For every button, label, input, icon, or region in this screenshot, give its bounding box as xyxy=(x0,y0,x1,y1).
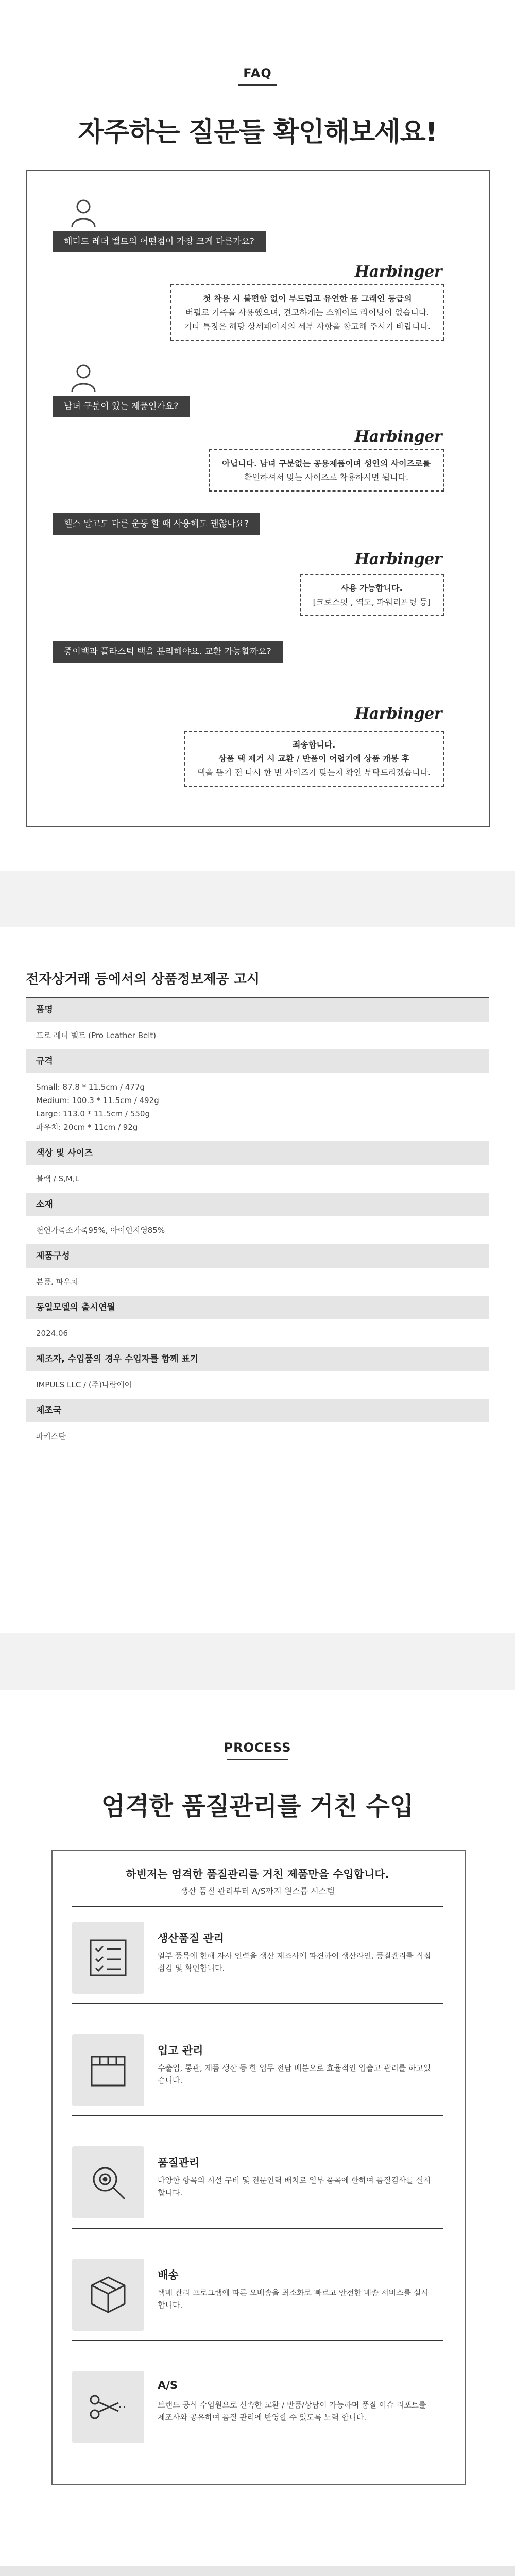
faq-question-2: 남녀 구분이 있는 제품인가요? xyxy=(53,396,190,417)
person-icon xyxy=(68,197,99,228)
faq-answer-line: 사용 가능합니다. xyxy=(340,583,403,593)
icon-tile xyxy=(72,2259,144,2331)
brand-logo: Harbinger xyxy=(354,550,442,568)
section-divider xyxy=(0,1633,515,1690)
section-divider xyxy=(0,871,515,927)
checklist-icon xyxy=(88,1937,129,1978)
product-info-title: 전자상거래 등에서의 상품정보제공 고시 xyxy=(26,972,260,987)
info-value xyxy=(26,1165,489,1193)
faq-label: FAQ xyxy=(243,66,272,80)
faq-answer-line: 상품 택 제거 시 교환 / 반품이 어렵기에 상품 개봉 후 xyxy=(218,754,409,764)
process-step-text: 브랜드 공식 수입원으로 신속한 교환 / 반품/상담이 가능하며 품질 이슈 리포트를 제조사와 공유하여 품질 관리에 반영할 수 있도록 노력 합니다. xyxy=(158,2400,426,2422)
scissors-icon xyxy=(88,2386,129,2428)
faq-answer-line: 택을 뜯기 전 다시 한 번 사이즈가 맞는지 확인 부탁드리겠습니다. xyxy=(197,768,431,777)
faq-question-4: 중이백과 플라스틱 백을 분리해야요. 교환 가능할까요? xyxy=(53,641,283,663)
process-intro-sub: 생산 품질 관리부터 A/S까지 원스톱 시스템 xyxy=(180,1886,335,1896)
process-intro: 하빈저는 엄격한 품질관리를 거친 제품만을 수입합니다. xyxy=(126,1868,389,1880)
info-value-line: Medium: 100.3 * 11.5cm / 492g xyxy=(36,1096,159,1105)
person-icon xyxy=(68,362,99,393)
info-label: 품명 xyxy=(26,998,489,1022)
info-value-line: IMPULS LLC / (주)나람에이 xyxy=(36,1380,132,1389)
faq-panel xyxy=(26,170,490,827)
process-step xyxy=(72,2361,443,2452)
product-info-table xyxy=(26,997,489,1450)
info-label: 제품구성 xyxy=(26,1244,489,1268)
brand-logo: Harbinger xyxy=(354,428,442,446)
info-value-line: 프로 레더 벨트 (Pro Leather Belt) xyxy=(36,1031,157,1040)
icon-tile xyxy=(72,1922,144,1994)
info-label: 제조자, 수입품의 경우 수입자를 함께 표기 xyxy=(26,1347,489,1371)
package-icon xyxy=(88,2274,129,2315)
process-step-text: 수출입, 통관, 제품 생산 등 한 업무 전담 배분으로 효율적인 입출고 관리를 하고있습니다. xyxy=(158,2063,431,2085)
faq-answer-4 xyxy=(184,731,444,787)
faq-answer-1 xyxy=(170,284,444,341)
process-step-text: 일부 품목에 한해 자사 인력을 생산 제조사에 파견하여 생산라인, 품질관리를 직접 점검 및 확인합니다. xyxy=(158,1951,431,1973)
icon-tile xyxy=(72,2146,144,2218)
info-value-line: 2024.06 xyxy=(36,1329,68,1338)
faq-question-3: 헬스 말고도 다른 운동 할 때 사용해도 괜찮나요? xyxy=(53,513,260,535)
info-label: 제조국 xyxy=(26,1399,489,1422)
faq-title: 자주하는 질문들 확인해보세요! xyxy=(78,117,437,148)
info-value-line: 본품, 파우치 xyxy=(36,1277,78,1286)
faq-answer-2 xyxy=(209,449,444,492)
info-value-line: Large: 113.0 * 11.5cm / 550g xyxy=(36,1109,150,1118)
faq-answer-line: 버펄로 가죽을 사용했으며, 견고하게는 스웨이드 라이닝이 없습니다. xyxy=(185,308,430,317)
info-value-line: 천연가죽소가죽95%, 아이언지영85% xyxy=(36,1226,165,1235)
process-step xyxy=(72,2136,443,2229)
icon-tile xyxy=(72,2034,144,2106)
info-label: 색상 및 사이즈 xyxy=(26,1141,489,1165)
process-step-title: 생산품질 관리 xyxy=(158,1932,225,1944)
process-step-text: 다양한 항목의 시설 구비 및 전문인력 배치로 일부 품목에 한하여 품질검사를 실시합니다. xyxy=(158,2176,431,2197)
process-step xyxy=(72,2024,443,2116)
user-avatar xyxy=(68,197,99,230)
faq-answer-line: 아닙니다. 남녀 구분없는 공용제품이며 성인의 사이즈로를 xyxy=(222,459,431,468)
process-step-title: 입고 관리 xyxy=(158,2044,203,2057)
faq-answer-line: 기타 특징은 해당 상세페이지의 세부 사항을 참고해 주시기 바랍니다. xyxy=(184,321,431,331)
faq-answer-line: [크로스핏 , 역도, 파워리프팅 등] xyxy=(313,597,431,607)
info-value xyxy=(26,1319,489,1347)
faq-underline xyxy=(238,84,277,86)
process-step xyxy=(72,1911,443,2004)
process-step-title: 품질관리 xyxy=(158,2157,200,2169)
icon-tile xyxy=(72,2371,144,2443)
info-value-line: 블랙 / S,M,L xyxy=(36,1174,79,1183)
process-step-title: A/S xyxy=(158,2379,178,2392)
faq-answer-line: 죄송합니다. xyxy=(292,740,336,750)
info-value xyxy=(26,1422,489,1450)
process-step xyxy=(72,2248,443,2341)
info-value xyxy=(26,1022,489,1049)
brand-logo: Harbinger xyxy=(354,705,442,723)
info-value xyxy=(26,1216,489,1244)
magnifier-icon xyxy=(88,2162,129,2203)
info-value xyxy=(26,1073,489,1141)
quality-section xyxy=(0,2566,515,2576)
info-label: 규격 xyxy=(26,1049,489,1073)
process-underline xyxy=(227,1759,288,1760)
process-label: PROCESS xyxy=(224,1740,291,1755)
user-avatar xyxy=(68,362,99,395)
process-step-title: 배송 xyxy=(158,2269,179,2281)
process-step-text: 택배 관리 프로그램에 따른 오배송을 최소화로 빠르고 안전한 배송 서비스를 실시합니다. xyxy=(158,2288,428,2310)
process-title: 엄격한 품질관리를 거친 수입 xyxy=(101,1792,414,1821)
brand-logo: Harbinger xyxy=(354,263,442,281)
process-divider xyxy=(72,1906,443,1907)
faq-answer-3 xyxy=(300,574,444,616)
box-icon xyxy=(88,2049,129,2091)
info-label: 동일모델의 출시연월 xyxy=(26,1296,489,1319)
info-value-line: 파키스탄 xyxy=(36,1432,66,1441)
info-value xyxy=(26,1268,489,1296)
info-label: 소재 xyxy=(26,1193,489,1216)
info-value xyxy=(26,1371,489,1399)
faq-question-1: 해디드 레더 벨트의 어떤점이 가장 크게 다른가요? xyxy=(53,231,266,252)
info-value-line: Small: 87.8 * 11.5cm / 477g xyxy=(36,1082,145,1092)
faq-answer-line: 첫 착용 시 불편함 없이 부드럽고 유연한 몸 그래인 등급의 xyxy=(202,294,412,303)
info-value-line: 파우치: 20cm * 11cm / 92g xyxy=(36,1123,138,1132)
faq-answer-line: 확인하셔서 맞는 사이즈로 착용하시면 됩니다. xyxy=(244,472,409,482)
